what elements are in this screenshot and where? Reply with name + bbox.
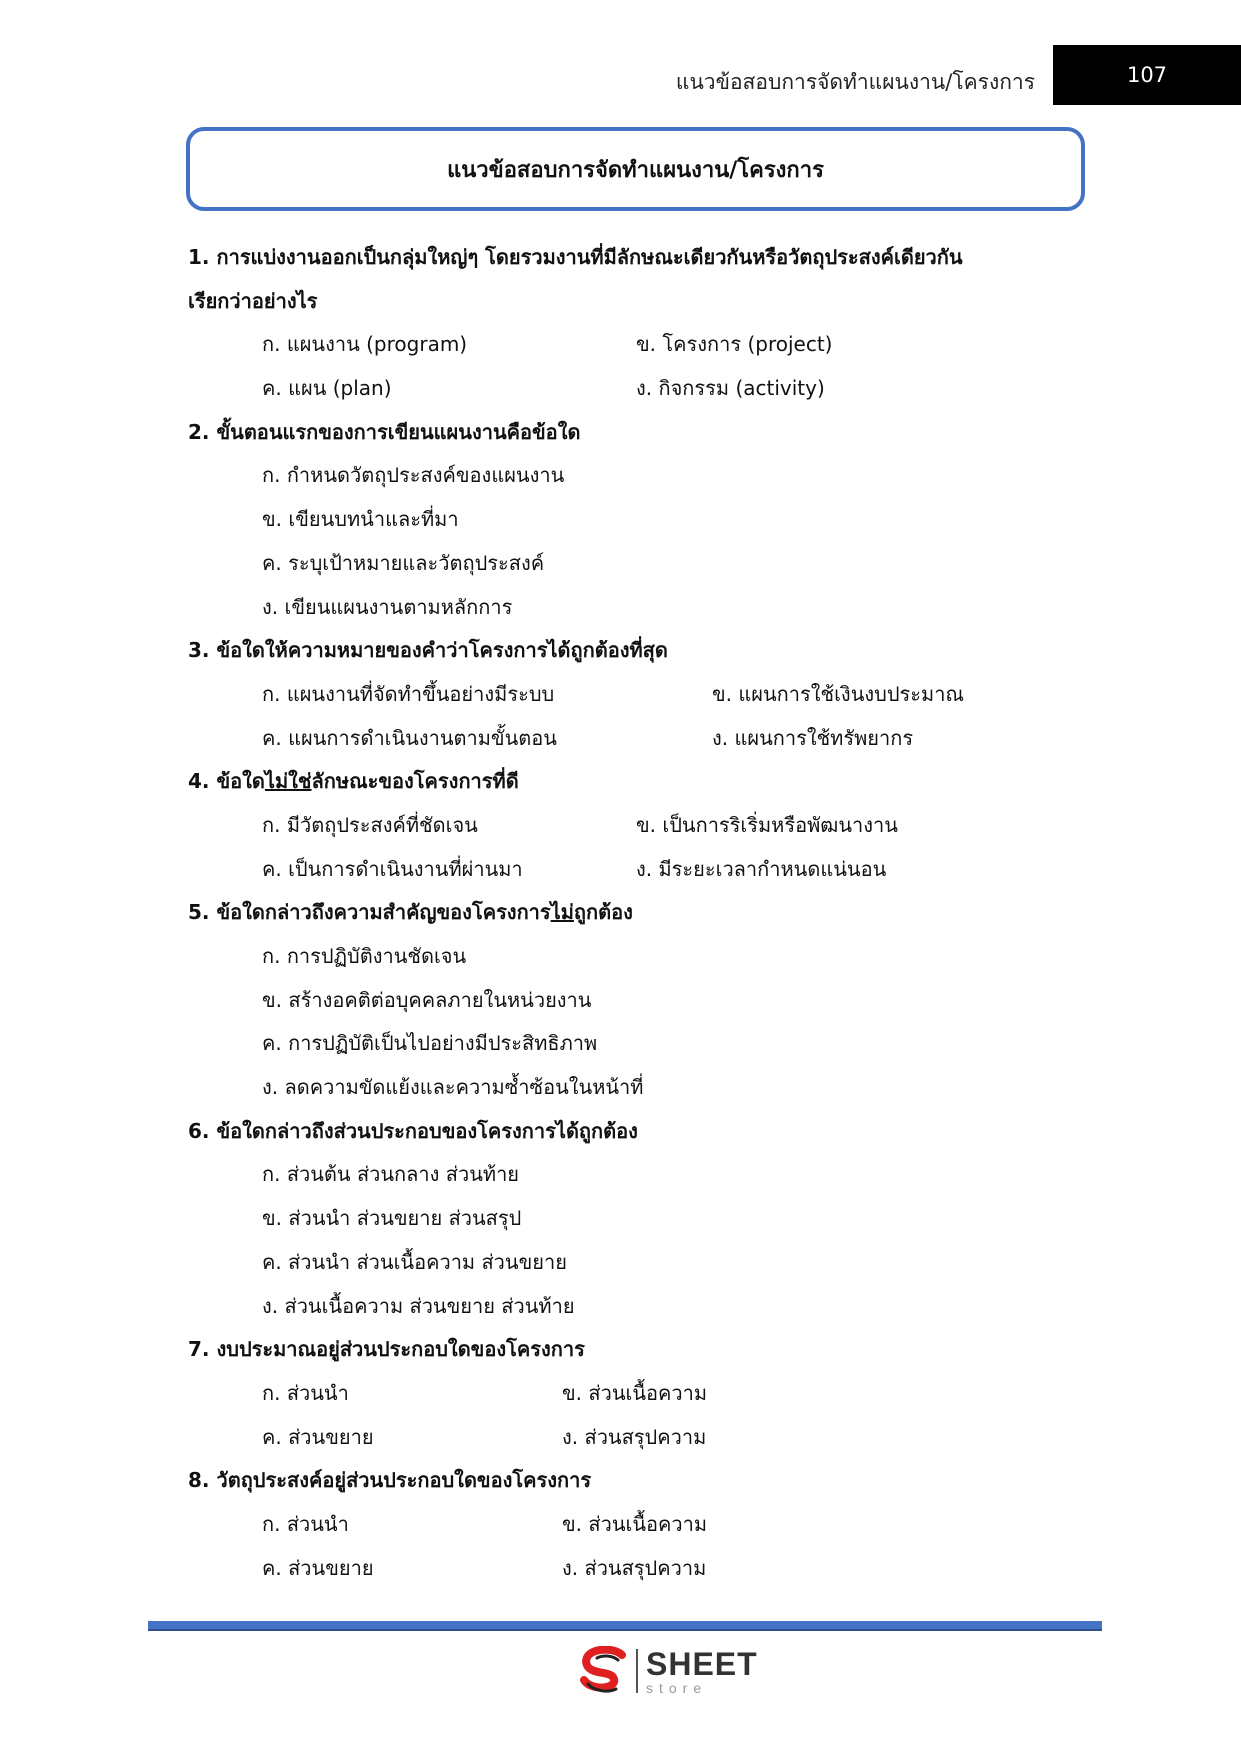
choice: ข. ส่วนนำ ส่วนขยาย ส่วนสรุป	[262, 1206, 522, 1231]
question-4-choice-row	[188, 804, 1088, 848]
choice: ก. การปฏิบัติงานชัดเจน	[262, 944, 467, 968]
emphasis-text: ไม่ใช่	[264, 769, 312, 794]
choice: ค. เป็นการดำเนินงานที่ผ่านมา	[262, 856, 523, 881]
choice: ง. เขียนแผนงานตามหลักการ	[262, 594, 513, 619]
choice: ข. ส่วนเนื้อความ	[562, 1380, 708, 1405]
question-3-choice-row	[188, 673, 1088, 717]
choice: ข. เขียนบทนำและที่มา	[262, 507, 459, 532]
question-1-choice-row	[188, 367, 1088, 411]
main-title: แนวข้อสอบการจัดทำแผนงาน/โครงการ	[186, 127, 1085, 211]
choice: ค. ส่วนขยาย	[262, 1555, 374, 1580]
question-6: 6. ข้อใดกล่าวถึงส่วนประกอบของโครงการได้ถูกต้อง	[188, 1118, 638, 1143]
question-6-choice-row	[188, 1197, 1088, 1241]
choice: ก. ส่วนต้น ส่วนกลาง ส่วนท้าย	[262, 1162, 520, 1187]
header-title: แนวข้อสอบการจัดทำแผนงาน/โครงการ	[675, 70, 1035, 94]
question-2: 2. ขั้นตอนแรกของการเขียนแผนงานคือข้อใด	[188, 419, 581, 444]
question-1-choice-row	[188, 323, 1088, 367]
question-2-choice-row	[188, 542, 1088, 586]
question-2-choice-row	[188, 454, 1088, 498]
question-6-choice-row	[188, 1285, 1088, 1329]
choice: ง. กิจกรรม (activity)	[636, 376, 825, 401]
choice: ง. ลดความขัดแย้งและความซ้ำซ้อนในหน้าที่	[262, 1075, 644, 1100]
choice: ค. ส่วนขยาย	[262, 1424, 374, 1449]
choice: ข. โครงการ (project)	[636, 332, 833, 357]
choice: ค. ส่วนนำ ส่วนเนื้อความ ส่วนขยาย	[262, 1249, 567, 1274]
choice: ก. ส่วนนำ	[262, 1380, 349, 1405]
logo-name: SHEET	[646, 1645, 758, 1682]
choice: ข. ส่วนเนื้อความ	[562, 1511, 708, 1536]
choice: ก. แผนงานที่จัดทำขึ้นอย่างมีระบบ	[262, 681, 555, 706]
question-5-choice-row	[188, 979, 1088, 1023]
question-8-choice-row	[188, 1547, 1088, 1591]
footer-rule	[148, 1621, 1102, 1631]
choice: ง. ส่วนสรุปความ	[562, 1555, 707, 1580]
question-5	[188, 891, 1088, 935]
question-4-choice-row	[188, 848, 1088, 892]
sheet-s-logo-icon	[578, 1646, 630, 1696]
logo-text	[646, 1645, 758, 1696]
question-list	[188, 236, 1088, 1590]
question-8: 8. วัตถุประสงค์อยู่ส่วนประกอบใดของโครงการ	[188, 1468, 592, 1493]
choice: ก. มีวัตถุประสงค์ที่ชัดเจน	[262, 812, 478, 837]
question-7-choice-row	[188, 1372, 1088, 1416]
choice: ข. แผนการใช้เงินงบประมาณ	[712, 681, 964, 706]
question-text: ถูกต้อง	[573, 900, 633, 925]
page-number: 107	[1053, 45, 1241, 105]
choice: ง. มีระยะเวลากำหนดแน่นอน	[636, 856, 887, 881]
choice: ก. ส่วนนำ	[262, 1511, 349, 1536]
question-7: 7. งบประมาณอยู่ส่วนประกอบใดของโครงการ	[188, 1337, 585, 1362]
sheet-store-logo	[578, 1646, 758, 1696]
question-text: 4. ข้อใด	[188, 769, 265, 794]
question-7-choice-row	[188, 1416, 1088, 1460]
question-4	[188, 760, 1088, 804]
choice: ค. แผนการดำเนินงานตามขั้นตอน	[262, 725, 557, 750]
question-5-choice-row	[188, 1022, 1088, 1066]
logo-divider	[636, 1649, 638, 1693]
question-6-choice-row	[188, 1153, 1088, 1197]
question-2-choice-row	[188, 586, 1088, 630]
choice: ค. ระบุเป้าหมายและวัตถุประสงค์	[262, 550, 545, 575]
question-5-choice-row	[188, 935, 1088, 979]
question-1-line-2: เรียกว่าอย่างไร	[188, 288, 318, 313]
question-text: 5. ข้อใดกล่าวถึงความสำคัญของโครงการ	[188, 900, 551, 925]
choice: ก. กำหนดวัตถุประสงค์ของแผนงาน	[262, 463, 565, 488]
logo-sub: store	[646, 1679, 708, 1696]
question-2-choice-row	[188, 498, 1088, 542]
choice: ข. สร้างอคติต่อบุคคลภายในหน่วยงาน	[262, 987, 592, 1012]
choice: ค. แผน (plan)	[262, 376, 392, 401]
choice: ง. ส่วนเนื้อความ ส่วนขยาย ส่วนท้าย	[262, 1293, 575, 1318]
choice: ง. แผนการใช้ทรัพยากร	[712, 725, 914, 750]
question-8-choice-row	[188, 1503, 1088, 1547]
choice: ค. การปฏิบัติเป็นไปอย่างมีประสิทธิภาพ	[262, 1031, 598, 1056]
emphasis-text: ไม่	[550, 900, 574, 925]
question-text: ลักษณะของโครงการที่ดี	[311, 769, 519, 794]
question-5-choice-row	[188, 1066, 1088, 1110]
question-1-line-1: 1. การแบ่งงานออกเป็นกลุ่มใหญ่ๆ โดยรวมงานที่มีลักษณะเดียวกันหรือวัตถุประสงค์เดียวกัน	[188, 245, 963, 269]
question-6-choice-row	[188, 1241, 1088, 1285]
choice: ข. เป็นการริเริ่มหรือพัฒนางาน	[636, 812, 898, 837]
choice: ง. ส่วนสรุปความ	[562, 1424, 707, 1449]
choice: ก. แผนงาน (program)	[262, 332, 468, 357]
question-3: 3. ข้อใดให้ความหมายของคำว่าโครงการได้ถูกต้องที่สุด	[188, 638, 668, 663]
question-3-choice-row	[188, 717, 1088, 761]
